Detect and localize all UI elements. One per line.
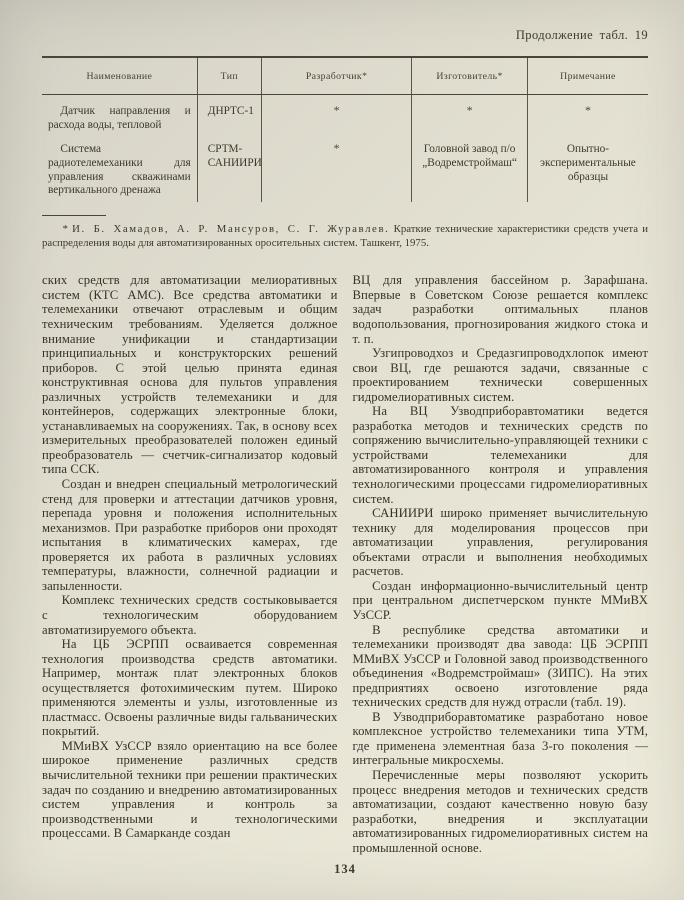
column-name: [42, 95, 198, 202]
paragraph: В республике средства автоматики и телемеханики производят два завода: ЦБ ЭСРПП ММиВХ УзССР и Головной завод производственного объединения «Водремстроймаш» (ЗИПС). На этих предприятиях освоено изготовление ряда технических средств для нужд отрасли (табл. 19).: [352, 622, 648, 710]
footnote: [42, 223, 648, 250]
header-cell-type: Тип: [198, 58, 262, 94]
paragraph: ВЦ для управления бассейном р. Зарафшана. Впервые в Советском Союзе решается комплекс задач разработки оптимальных планов водопользования, прогнозирования жидкого стока и т. п.: [352, 273, 648, 346]
column-manufacturer: [412, 95, 528, 202]
footnote-text: Краткие технические характеристики средств учета и распределения воды для автоматизированных оросительных систем. Ташкент, 1975.: [42, 223, 649, 249]
row2-developer-ref: *: [333, 141, 340, 155]
left-column: [42, 273, 338, 855]
row2-note: Опытно-экспериментальные образцы: [540, 143, 636, 183]
column-developer: [262, 95, 412, 202]
paragraph: Создан информационно-вычислительный центр при центральном диспетчерском пункте ММиВХ УзССР.: [352, 578, 648, 622]
header-cell-note: Примечание: [560, 71, 616, 82]
row1-developer-ref: *: [333, 103, 340, 117]
row2-name: Система радиотелемеханики для управления скважинами вертикального дренажа: [48, 143, 191, 197]
footnote-authors: И. Б. Хамадов, А. Р. Мансуров, С. Г. Журавлев.: [72, 223, 390, 236]
paragraph: Узгипроводхоз и Средазгипроводхлопок имеют свои ВЦ, где решаются задачи, связанные с проектированием технически совершенных гидромелиоративных систем.: [352, 346, 648, 404]
body-text-columns: [42, 273, 648, 855]
column-note: [528, 95, 648, 202]
row1-name: Датчик направления и расхода воды, тепловой: [48, 105, 191, 131]
page-number: 134: [334, 862, 356, 877]
row2-manufacturer: Головной завод п/о „Водремстроймаш“: [422, 143, 517, 169]
row1-manufacturer-ref: *: [466, 103, 473, 117]
footnote-marker: *: [62, 223, 68, 236]
table-continuation-label: Продолжение табл. 19: [515, 28, 648, 42]
table-body: [42, 95, 648, 202]
table-header-row: [42, 58, 648, 95]
paragraph: ских средств для автоматизации мелиоративных систем (КТС АМС). Все средства автоматики и телемеханики отвечают отраслевым и общим техническим требованиям. Уделяется должное внимание унификации и стандартизации принципиальных и конструкторских решений приборов. С этой целью принята единая конструктивная основа для пультов управления различных устройств телемеханики и для контейнеров, содержащих электронные блоки, устанавливаемых на сооружениях. Так, в основу всех измерительных преобразователей положен единый преобразователь — счетчик-сигнализатор кодовый типа ССК.: [42, 273, 338, 477]
footnote-separator-rule: [42, 215, 106, 216]
column-type: [198, 95, 262, 202]
row2-type: СРТМ-САНИИРИ: [207, 143, 262, 169]
row1-note-ref: *: [584, 103, 591, 117]
paragraph: САНИИРИ широко применяет вычислительную технику для моделирования процессов при автоматизации управления, регулирования объектами отрасли и выполнения необходимых расчетов.: [352, 506, 648, 579]
paragraph: Создан и внедрен специальный метрологический стенд для проверки и аттестации датчиков уровня, перепада уровня и положения исполнительных механизмов. При разработке приборов они проходят испытания в климатических камерах, где проверяется их работа в различных условиях температуры, влажности, солнечной радиации и запыленности.: [42, 477, 338, 593]
right-column: [353, 273, 649, 855]
paragraph: Перечисленные меры позволяют ускорить процесс внедрения методов и технических средств автоматизации, создают качественно новую базу разработки, внедрения и эксплуатации автоматизированных гидромелиоративных систем на промышленной основе.: [352, 767, 648, 855]
paragraph: ММиВХ УзССР взяло ориентацию на все более широкое применение различных средств вычислительной техники при решении практических задач по созданию и внедрению автоматизированных систем управления и контроль за производственными и технологическими процессами. В Самарканде создан: [42, 738, 338, 841]
characteristics-table: [42, 56, 648, 202]
header-cell-developer: Разработчик*: [262, 58, 412, 94]
paragraph: На ВЦ Узводприборавтоматики ведется разработка методов и технических средств по сопряжению вычислительно-управляющей техники с устройствами телемеханики для автоматизированного контроля и управления технологическими процессами гидромелиоративных систем.: [352, 404, 648, 506]
header-cell-manufacturer: Изготовитель*: [412, 58, 528, 94]
paragraph: Комплекс технических средств состыковывается с технологическим оборудованием автоматизируемого объекта.: [42, 593, 338, 637]
paragraph: На ЦБ ЭСРПП осваивается современная технология производства средств автоматики. Например, монтаж плат электронных блоков осуществляется фотохимическим путем. Широко применяются элементы и узлы, изготовленные из пластмасс. Освоены различные виды гальванических покрытий.: [42, 637, 338, 739]
row1-type: ДНРТС-1: [207, 105, 254, 117]
paragraph: В Узводприборавтоматике разработано новое комплексное устройство телемеханики типа УТМ, где применена элементная база 3-го поколения — интегральные микросхемы.: [352, 709, 648, 768]
header-cell-name: Наименование: [42, 58, 198, 94]
